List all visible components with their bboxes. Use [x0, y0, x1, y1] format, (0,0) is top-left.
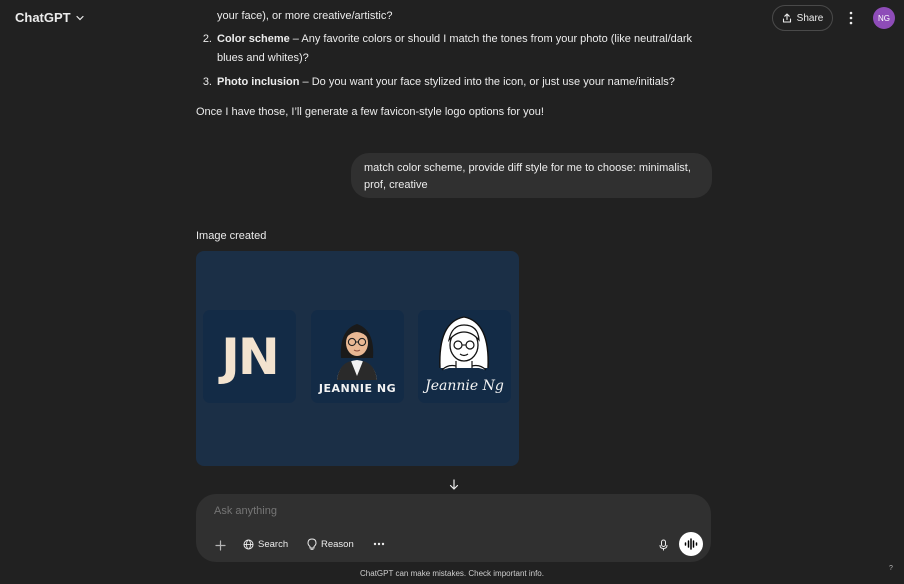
- share-icon: [782, 13, 792, 23]
- prompt-input[interactable]: [214, 505, 644, 517]
- composer: [196, 494, 711, 562]
- microphone-icon: [659, 539, 668, 551]
- assistant-partial-line: your face), or more creative/artistic?: [217, 10, 393, 22]
- kebab-icon: [849, 11, 853, 25]
- disclaimer-text: ChatGPT can make mistakes. Check important info.: [360, 569, 544, 578]
- lightbulb-icon: [307, 538, 317, 550]
- logo-initials: JN: [221, 328, 278, 386]
- model-label: ChatGPT: [15, 10, 71, 25]
- search-button[interactable]: [243, 535, 288, 553]
- list-item-body: – Any favorite colors or should I match the tones from your photo (like neutral/dark blues and whites)?: [217, 33, 693, 64]
- avatar-initials: NG: [878, 13, 890, 23]
- generated-image[interactable]: [196, 251, 519, 466]
- list-item-body: – Do you want your face stylized into the icon, or just use your name/initials?: [299, 76, 675, 88]
- globe-icon: [243, 539, 254, 550]
- help-button[interactable]: ?: [889, 565, 893, 572]
- arrow-down-icon: [449, 479, 459, 491]
- line-art-portrait-icon: [418, 310, 511, 380]
- attach-button[interactable]: [212, 537, 228, 553]
- more-options-button[interactable]: [842, 9, 860, 27]
- logo-option-professional: [311, 310, 404, 403]
- scroll-to-bottom-button[interactable]: [447, 478, 461, 492]
- share-label: Share: [796, 12, 824, 24]
- portrait-illustration-icon: [311, 310, 404, 380]
- logo-option-creative: [418, 310, 511, 403]
- voice-mode-button[interactable]: [679, 532, 703, 556]
- more-tools-button[interactable]: [372, 535, 386, 553]
- user-avatar[interactable]: [873, 7, 895, 29]
- ellipsis-icon: [373, 542, 385, 546]
- logo-name-script: Jeannie Ng: [425, 378, 504, 394]
- model-selector[interactable]: [15, 10, 85, 25]
- list-item-title: Color scheme: [217, 33, 290, 45]
- waveform-icon: [684, 538, 698, 550]
- share-button[interactable]: [772, 5, 833, 31]
- user-message-bubble: match color scheme, provide diff style for me to choose: minimalist, prof, creative: [351, 153, 712, 198]
- list-number: 2.: [202, 33, 212, 45]
- list-number: 3.: [202, 76, 212, 88]
- search-label: Search: [258, 538, 289, 550]
- assistant-outro-text: Once I have those, I’ll generate a few favicon-style logo options for you!: [196, 106, 544, 118]
- logo-option-minimalist: [203, 310, 296, 403]
- plus-icon: [215, 540, 226, 551]
- list-item-title: Photo inclusion: [217, 76, 300, 88]
- logo-name: JEANNIE NG: [318, 382, 397, 395]
- list-item-text: [217, 73, 712, 92]
- dictate-button[interactable]: [656, 537, 670, 553]
- image-created-label: Image created: [196, 230, 267, 242]
- reason-label: Reason: [321, 538, 354, 550]
- list-item-text: [217, 30, 712, 68]
- reason-button[interactable]: [307, 535, 354, 553]
- chevron-down-icon: [75, 13, 85, 23]
